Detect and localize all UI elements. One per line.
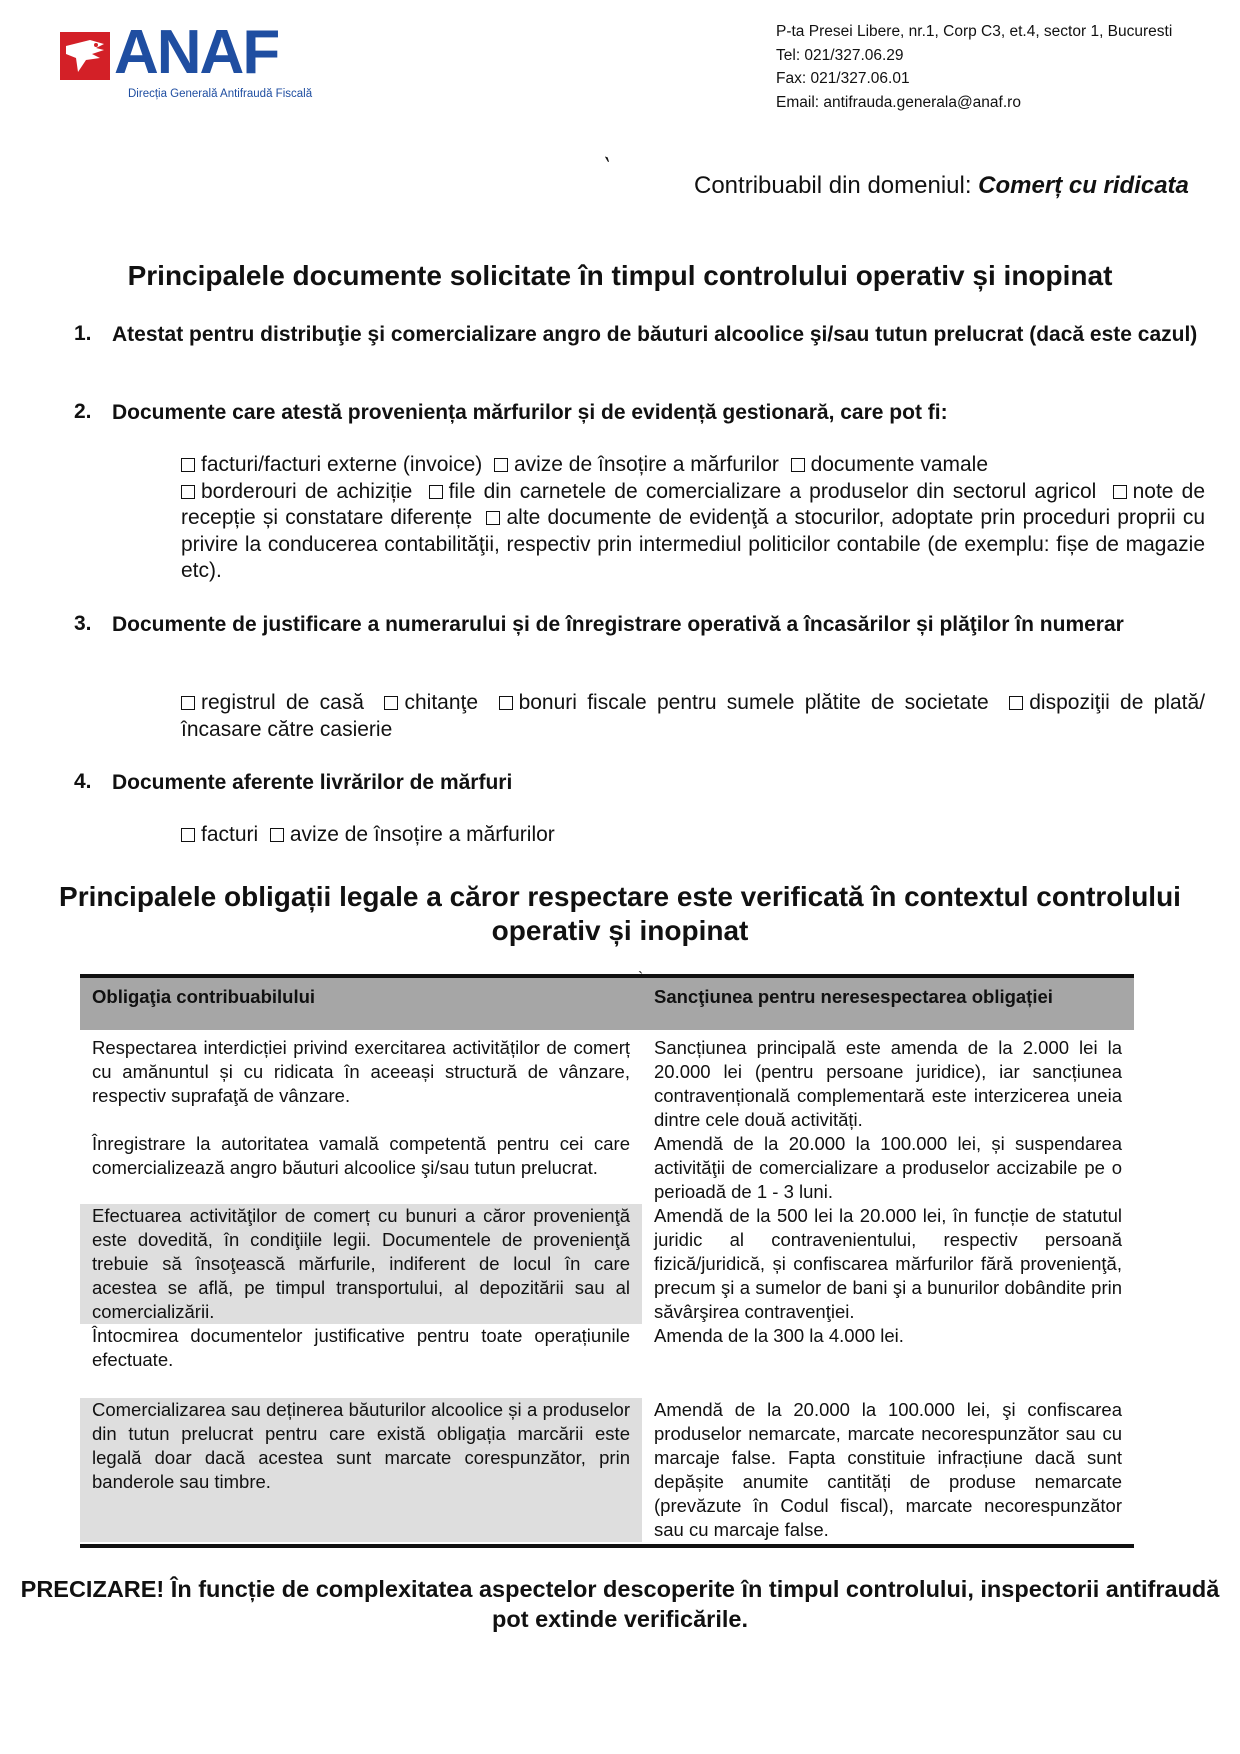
table-row-4-obligation: Întocmirea documentelor justificative pentru toate operațiunile efectuate. bbox=[92, 1325, 630, 1370]
checkbox[interactable] bbox=[181, 458, 195, 472]
table-row-5-sanction: Amendă de la 20.000 la 100.000 lei, şi confiscarea produselor nemarcate, marcate necorespunzător sau cu marcaje false. Fapta constituie infracțiune dacă sunt depășite anumite cantități de produse nemarcate (prevăzute în Codul fiscal), marcate necorespunzător sau cu marcaje false. bbox=[654, 1399, 1122, 1540]
checkbox[interactable] bbox=[181, 485, 195, 499]
table-bottom-rule bbox=[80, 1544, 1134, 1548]
section-2-number: 2. bbox=[74, 400, 92, 423]
contact-fax: Fax: 021/327.06.01 bbox=[776, 70, 910, 87]
checkbox[interactable] bbox=[181, 828, 195, 842]
table-row-2-obligation: Înregistrare la autoritatea vamală competentă pentru cei care comercializează angro băuturi alcoolice şi/sau tutun prelucrat. bbox=[92, 1133, 630, 1178]
section-1-title: Atestat pentru distribuţie şi comercializare angro de băuturi alcoolice şi/sau tutun prelucrat (dacă este cazul) bbox=[112, 323, 1198, 346]
taxpayer-domain bbox=[694, 172, 1189, 200]
section-3-title: Documente de justificare a numerarului și de înregistrare operativă a încasărilor și plăţilor în numerar bbox=[112, 613, 1124, 636]
logo-wordmark: ANAF bbox=[114, 18, 279, 87]
obligations-title: Principalele obligații legale a căror respectare este verificată în contextul controlului operativ și inopinat bbox=[59, 881, 1181, 946]
option-label: note de recepție și constatare diferențe bbox=[181, 479, 1205, 529]
documents-title: Principalele documente solicitate în timpul controlului operativ și inopinat bbox=[127, 260, 1113, 291]
stray-mark: ` bbox=[595, 151, 614, 183]
section-3-number: 3. bbox=[74, 612, 92, 635]
header-stray-mark: ` bbox=[638, 970, 644, 987]
table-row-3-obligation: Efectuarea activităţilor de comerț cu bunuri a căror provenienţă este dovedită, în condiţiile legii. Documentele de provenienţă trebuie să însoţească mărfurile, indiferent de locul în care acestea se află, pe timpul transportului, al depozitării sau al comercializării. bbox=[80, 1204, 642, 1324]
anaf-logo bbox=[60, 18, 360, 108]
contact-address: P-ta Presei Libere, nr.1, Corp C3, et.4, sector 1, Bucuresti bbox=[776, 23, 1173, 40]
column-header-sanction-label: Sancţiunea pentru neresespectarea obligației bbox=[654, 986, 1053, 1007]
table-row-3-sanction: Amendă de la 500 lei la 20.000 lei, în funcție de statutul juridic al contravenientului, respectiv persoană fizică/juridică, și confiscarea mărfurilor fără provenienţă, precum şi a sumelor de bani şi a bunurilor dobândite prin săvârşirea contravenţiei. bbox=[654, 1205, 1122, 1322]
checkbox[interactable] bbox=[791, 458, 805, 472]
section-3-options bbox=[181, 690, 1205, 743]
option-label: chitanţe bbox=[404, 691, 479, 714]
logo-subtitle: Direcția Generală Antifraudă Fiscală bbox=[128, 88, 313, 100]
checkbox[interactable] bbox=[494, 458, 508, 472]
table-row-1-sanction: Sancțiunea principală este amenda de la 2.000 lei la 20.000 lei (pentru persoane juridice), iar sancțiunea contravențională complementară este interzicerea uneia dintre cele două activități. bbox=[654, 1037, 1122, 1130]
checkbox[interactable] bbox=[486, 511, 500, 525]
option-label: facturi bbox=[201, 823, 259, 846]
domain-value: Comerț cu ridicata bbox=[978, 172, 1189, 199]
section-2-options bbox=[181, 452, 1205, 585]
eagle-icon bbox=[60, 32, 110, 80]
domain-label: Contribuabil din domeniul: bbox=[694, 172, 972, 199]
section-4-number: 4. bbox=[74, 770, 92, 793]
option-label: facturi/facturi externe (invoice) bbox=[201, 453, 483, 476]
option-label: dispoziţii de plată/încasare către casierie bbox=[181, 691, 1206, 741]
checkbox[interactable] bbox=[270, 828, 284, 842]
table-row-2-sanction: Amendă de la 20.000 la 100.000 lei, și suspendarea activităţii de comercializare a produselor accizabile pe o perioadă de 1 - 3 luni. bbox=[654, 1133, 1122, 1202]
option-label: alte documente de evidenţă a stocurilor, adoptate prin proceduri proprii cu privire la conducerea contabilităţii, respectiv prin intermediul politicilor contabile (de exemplu: fișe de magazie etc). bbox=[181, 506, 1206, 582]
table-row-5-obligation: Comercializarea sau deținerea băuturilor alcoolice și a produselor din tutun prelucrat pentru care există obligația marcării este legală doar dacă acestea sunt marcate corespunzător, prin banderole sau timbre. bbox=[80, 1398, 642, 1542]
option-label: file din carnetele de comercializare a produselor din sectorul agricol bbox=[448, 479, 1097, 503]
obligations-table bbox=[80, 970, 1134, 1548]
table-row-1-obligation: Respectarea interdicției privind exercitarea activităților de comerț cu amănuntul și cu ridicata în aceeași structură de vânzare, respectiv suprafaţă de vânzare. bbox=[92, 1037, 630, 1106]
checkbox[interactable] bbox=[181, 696, 195, 710]
contact-email: Email: antifrauda.generala@anaf.ro bbox=[776, 93, 1021, 111]
checkbox[interactable] bbox=[1009, 696, 1023, 710]
option-label: borderouri de achiziție bbox=[201, 479, 413, 503]
table-row-4-sanction: Amenda de la 300 la 4.000 lei. bbox=[654, 1325, 904, 1346]
column-header-sanction bbox=[642, 978, 1134, 1030]
contact-block bbox=[776, 20, 1172, 114]
option-label: documente vamale bbox=[810, 453, 989, 476]
section-4-title: Documente aferente livrărilor de mărfuri bbox=[112, 771, 513, 794]
checkbox[interactable] bbox=[429, 485, 443, 499]
checkbox[interactable] bbox=[384, 696, 398, 710]
option-label: registrul de casă bbox=[201, 691, 364, 714]
column-header-obligation: Obligaţia contribuabilului bbox=[80, 978, 642, 1030]
contact-phone: Tel: 021/327.06.29 bbox=[776, 46, 904, 64]
note-precizare: PRECIZARE! În funcție de complexitatea aspectelor descoperite în timpul controlului, inspectorii antifraudă pot extinde verificările. bbox=[20, 1576, 1220, 1632]
option-label: avize de însoțire a mărfurilor bbox=[513, 453, 779, 476]
option-label: bonuri fiscale pentru sumele plătite de societate bbox=[518, 691, 989, 714]
section-4-options bbox=[181, 822, 1205, 849]
checkbox[interactable] bbox=[499, 696, 513, 710]
section-1-number: 1. bbox=[74, 322, 92, 345]
option-label: avize de însoțire a mărfurilor bbox=[289, 823, 555, 846]
section-2-title: Documente care atestă proveniența mărfurilor și de evidență gestionară, care pot fi: bbox=[112, 401, 948, 424]
checkbox[interactable] bbox=[1113, 485, 1127, 499]
